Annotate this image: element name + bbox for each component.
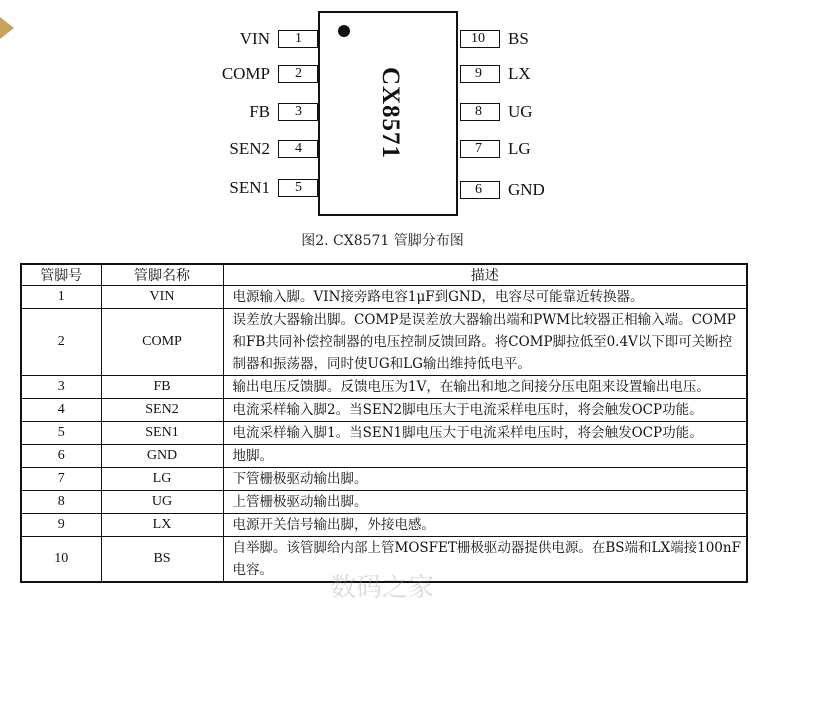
pin-label-fb: FB: [249, 102, 270, 121]
table-row: [21, 514, 747, 537]
pin-name-cell: LG: [101, 468, 223, 491]
pin-name-cell: UG: [101, 491, 223, 514]
pin-label-vin: VIN: [239, 29, 270, 48]
pin-name-cell: COMP: [101, 309, 223, 376]
pin-label-lg: LG: [508, 139, 531, 158]
pin-number-cell: 5: [21, 422, 101, 445]
pin-label-lx: LX: [508, 64, 531, 83]
pin-number-cell: 10: [21, 537, 101, 583]
pin-number-7: 7: [460, 140, 500, 158]
table-row: [21, 309, 747, 376]
figure-caption: 图2. CX8571 管脚分布图: [301, 233, 464, 249]
pin-description-cell: 上管栅极驱动输出脚。: [223, 491, 747, 514]
table-row: [21, 537, 747, 583]
pin-number-5: 5: [278, 179, 318, 197]
pin-number-1: 1: [278, 30, 318, 48]
pin-label-bs: BS: [508, 29, 529, 48]
corner-bookmark-icon: [0, 17, 14, 39]
pin-label-gnd: GND: [508, 180, 545, 199]
pin-label-ug: UG: [508, 102, 533, 121]
pin-description-table: [20, 263, 748, 583]
pin-description-cell: 地脚。: [223, 445, 747, 468]
pin-description-cell: 下管栅极驱动输出脚。: [223, 468, 747, 491]
pin1-indicator-dot: [338, 25, 350, 37]
pin-description-cell: 误差放大器输出脚。COMP是误差放大器输出端和PWM比较器正相输入端。COMP和FB共同补偿控制器的电压控制反馈回路。将COMP脚拉低至0.4V以下即可关断控制器和振荡器，同时使UG和LG输出维持低电平。: [223, 309, 747, 376]
header-pin-name: 管脚名称: [101, 264, 223, 286]
pin-description-cell: 电源输入脚。VIN接旁路电容1μF到GND，电容尽可能靠近转换器。: [223, 286, 747, 309]
pin-number-cell: 6: [21, 445, 101, 468]
table-row: [21, 399, 747, 422]
pin-number-2: 2: [278, 65, 318, 83]
pin-number-6: 6: [460, 181, 500, 199]
pin-number-cell: 7: [21, 468, 101, 491]
pin-number-10: 10: [460, 30, 500, 48]
pin-name-cell: SEN1: [101, 422, 223, 445]
pin-name-cell: FB: [101, 376, 223, 399]
pin-description-cell: 自举脚。该管脚给内部上管MOSFET栅极驱动器提供电源。在BS端和LX端接100nF电容。: [223, 537, 747, 583]
pin-label-sen2: SEN2: [229, 139, 270, 158]
header-description: 描述: [223, 264, 747, 286]
pin-number-cell: 1: [21, 286, 101, 309]
chip-part-number: CX8571: [377, 66, 404, 160]
table-header-row: [21, 264, 747, 286]
pin-number-cell: 4: [21, 399, 101, 422]
pin-label-sen1: SEN1: [229, 178, 270, 197]
pin-number-8: 8: [460, 103, 500, 121]
table-row: [21, 491, 747, 514]
pin-description-cell: 电源开关信号输出脚，外接电感。: [223, 514, 747, 537]
pin-label-comp: COMP: [221, 64, 270, 83]
pin-name-cell: LX: [101, 514, 223, 537]
pin-number-9: 9: [460, 65, 500, 83]
table-row: [21, 422, 747, 445]
table-row: [21, 376, 747, 399]
pin-name-cell: SEN2: [101, 399, 223, 422]
watermark: 数码之家: [330, 573, 435, 603]
pin-description-cell: 电流采样输入脚1。当SEN1脚电压大于电流采样电压时，将会触发OCP功能。: [223, 422, 747, 445]
pin-number-cell: 9: [21, 514, 101, 537]
table-row: [21, 286, 747, 309]
pin-name-cell: VIN: [101, 286, 223, 309]
pin-description-cell: 输出电压反馈脚。反馈电压为1V，在输出和地之间接分压电阻来设置输出电压。: [223, 376, 747, 399]
header-pin-number: 管脚号: [21, 264, 101, 286]
pin-number-3: 3: [278, 103, 318, 121]
pin-number-cell: 2: [21, 309, 101, 376]
pin-number-4: 4: [278, 140, 318, 158]
pin-number-cell: 3: [21, 376, 101, 399]
pin-name-cell: GND: [101, 445, 223, 468]
pin-name-cell: BS: [101, 537, 223, 583]
pin-number-cell: 8: [21, 491, 101, 514]
chip-package: [318, 11, 458, 216]
table-row: [21, 445, 747, 468]
pin-description-cell: 电流采样输入脚2。当SEN2脚电压大于电流采样电压时，将会触发OCP功能。: [223, 399, 747, 422]
table-row: [21, 468, 747, 491]
